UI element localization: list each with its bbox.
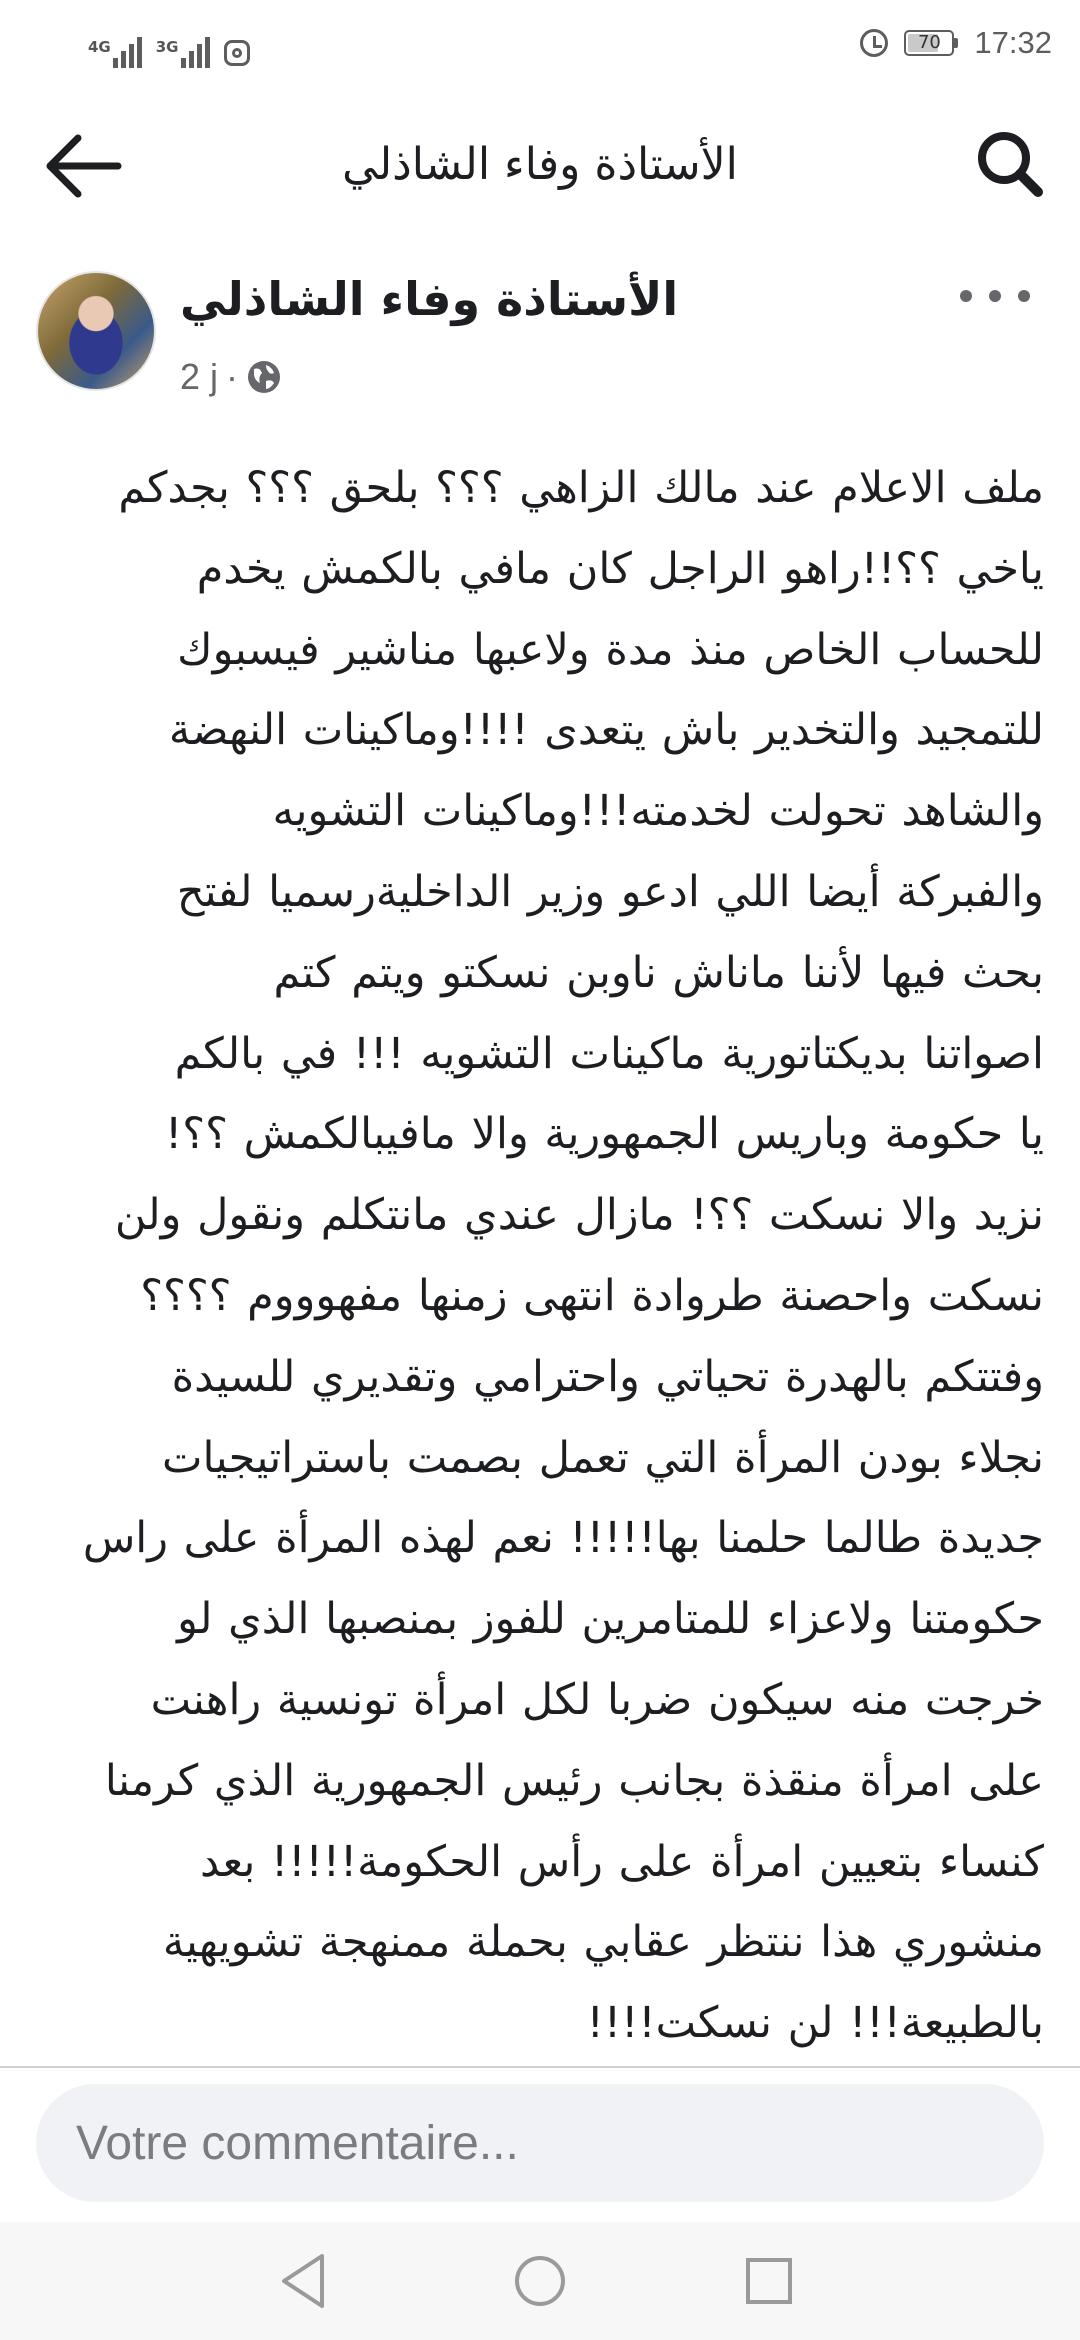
post-text-line: يا حكومة وباريس الجمهورية والا مافيبالكمش ؟؟! (165, 1109, 1044, 1160)
more-horizontal-icon (960, 290, 972, 302)
status-left (88, 18, 250, 68)
comment-input[interactable] (36, 2084, 1044, 2202)
back-button[interactable] (40, 126, 130, 206)
post-text-line: منشوري هذا ننتظر عقابي بحملة ممنهجة تشويهية (162, 1917, 1044, 1968)
post-author[interactable]: الأستاذة وفاء الشاذلي (180, 272, 679, 326)
post-text-line: نزيد والا نسكت ؟؟! مازال عندي مانتكلم ونقول ولن (114, 1190, 1044, 1241)
status-time: 17:32 (974, 25, 1052, 60)
post-text-line: نسكت واحصنة طروادة انتهى زمنها مفهوووم ؟؟؟؟ (140, 1270, 1044, 1321)
battery-icon (904, 30, 958, 56)
status-right (860, 20, 1052, 66)
battery-level: 70 (917, 32, 941, 53)
post-text-line: كنساء بتعيين امرأة على رأس الحكومة!!!!! بعد (200, 1836, 1044, 1887)
post-text-line: بحث فيها لأننا ماناش ناوبن نسكتو ويتم كتم (273, 947, 1044, 998)
arrow-left-icon (40, 126, 130, 206)
status-bar (0, 0, 1080, 86)
page-title: الأستاذة وفاء الشاذلي (342, 139, 738, 190)
more-options-button[interactable] (960, 276, 1030, 316)
post-time[interactable]: 2 j (180, 356, 219, 397)
post-text-line: ملف الاعلام عند مالك الزاهي ؟؟؟ بلحق ؟؟؟ بجدكم (118, 463, 1044, 513)
signal-icon (88, 34, 142, 68)
divider (0, 2066, 1080, 2068)
nav-home-icon[interactable] (505, 2246, 575, 2316)
post-text (42, 448, 1044, 2064)
instagram-icon (224, 40, 250, 66)
post-text-line: والشاهد تحولت لخدمته!!!وماكينات التشويه (272, 786, 1044, 837)
search-icon (968, 122, 1052, 206)
post-meta (180, 356, 282, 398)
nav-recent-icon[interactable] (734, 2246, 804, 2316)
avatar[interactable] (36, 271, 156, 391)
post-text-line: حكومتنا ولاعزاء للمتامرين للفوز بمنصبها الذي لو (177, 1594, 1044, 1645)
post-text-line: للتمجيد والتخدير باش يتعدى !!!!وماكينات النهضة (168, 705, 1044, 756)
network-type-sim2: 3G (155, 38, 179, 56)
post-text-line: وفتتكم بالهدرة تحياتي واحترامي وتقديري للسيدة (171, 1351, 1044, 1402)
post-text-line: على امرأة منقذة بجانب رئيس الجمهورية الذي كرمنا (104, 1755, 1044, 1806)
post-text-line: ياخي ؟؟!!راهو الراجل كان مافي بالكمش يخدم (196, 543, 1044, 594)
nav-back-icon[interactable] (270, 2246, 340, 2316)
post-text-line: بالطبيعة!!! لن نسكت!!!! (586, 1998, 1044, 2049)
alarm-icon (860, 29, 888, 57)
signal-icon (156, 34, 210, 68)
post-text-line: جديدة طالما حلمنا بها!!!!! نعم لهذه المرأة على راس (82, 1513, 1044, 1564)
app-header (0, 86, 1080, 236)
post-text-line: نجلاء بودن المرأة التي تعمل بصمت باستراتيجيات (162, 1432, 1044, 1483)
globe-icon (246, 359, 282, 395)
post-text-line: والفبركة أيضا اللي ادعو وزير الداخليةرسميا لفتح (176, 866, 1044, 917)
search-button[interactable] (968, 122, 1052, 206)
post-text-line: اصواتنا بديكتاتورية ماكينات التشويه !!! في بالكم (174, 1028, 1044, 1079)
system-nav-bar (0, 2222, 1080, 2340)
post-text-line: خرجت منه سيكون ضربا لكل امرأة تونسية راهنت (150, 1674, 1044, 1725)
post-text-line: للحساب الخاص منذ مدة ولاعبها مناشير فيسبوك (177, 624, 1044, 675)
post-header (0, 256, 1080, 416)
meta-separator: · (226, 356, 239, 397)
network-type-sim1: 4G (88, 38, 111, 56)
